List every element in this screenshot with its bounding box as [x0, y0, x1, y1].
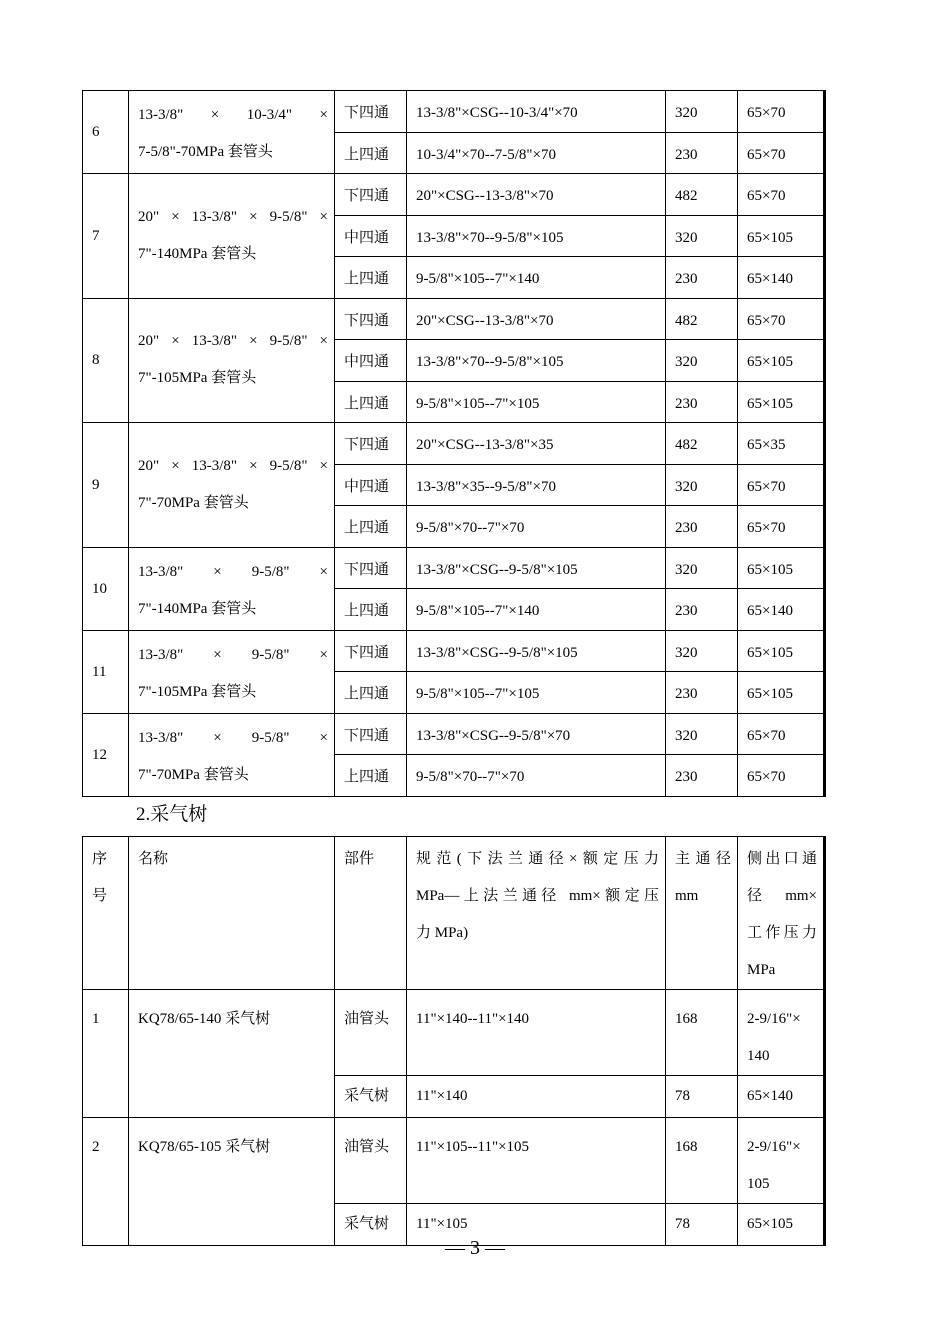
- main-bore-value: 78: [666, 1076, 738, 1118]
- component-part: 采气树: [335, 1204, 407, 1246]
- main-bore-value: 168: [666, 990, 738, 1076]
- main-bore-value: 230: [666, 257, 738, 299]
- row-number: 9: [83, 423, 129, 548]
- spec-value: 11"×105--11"×105: [407, 1118, 666, 1204]
- component-part: 上四通: [335, 257, 407, 299]
- main-bore-value: 482: [666, 298, 738, 340]
- spec-value: 13-3/8"×CSG--9-5/8"×105: [407, 547, 666, 589]
- assembly-name: 13-3/8" × 9-5/8" × 7"-70MPa 套管头: [129, 713, 335, 796]
- side-outlet-value: 2-9/16"× 140: [738, 990, 825, 1076]
- spec-value: 9-5/8"×105--7"×140: [407, 257, 666, 299]
- main-bore-value: 482: [666, 174, 738, 216]
- main-bore-value: 230: [666, 381, 738, 423]
- component-part: 下四通: [335, 630, 407, 672]
- component-part: 上四通: [335, 589, 407, 631]
- component-part: 中四通: [335, 464, 407, 506]
- side-outlet-value: 65×105: [738, 630, 825, 672]
- side-outlet-value: 65×70: [738, 132, 825, 174]
- side-outlet-value: 2-9/16"× 105: [738, 1118, 825, 1204]
- spec-value: 9-5/8"×105--7"×105: [407, 381, 666, 423]
- section-title: 2.采气树: [136, 804, 208, 825]
- table-row: [83, 713, 825, 755]
- main-bore-value: 320: [666, 547, 738, 589]
- row-number: 8: [83, 298, 129, 423]
- side-outlet-value: 65×70: [738, 298, 825, 340]
- side-outlet-value: 65×140: [738, 1076, 825, 1118]
- side-outlet-value: 65×105: [738, 1204, 825, 1246]
- side-outlet-value: 65×105: [738, 547, 825, 589]
- row-number: 12: [83, 713, 129, 796]
- side-outlet-value: 65×105: [738, 381, 825, 423]
- spec-value: 9-5/8"×105--7"×105: [407, 672, 666, 714]
- component-part: 上四通: [335, 755, 407, 797]
- component-part: 上四通: [335, 381, 407, 423]
- table-row: [83, 298, 825, 340]
- row-number: 6: [83, 91, 129, 174]
- assembly-name: KQ78/65-140 采气树: [129, 990, 335, 1118]
- spec-value: 13-3/8"×70--9-5/8"×105: [407, 215, 666, 257]
- spec-value: 9-5/8"×70--7"×70: [407, 755, 666, 797]
- header-name: 名称: [129, 837, 335, 990]
- side-outlet-value: 65×70: [738, 464, 825, 506]
- spec-value: 13-3/8"×70--9-5/8"×105: [407, 340, 666, 382]
- component-part: 下四通: [335, 547, 407, 589]
- component-part: 采气树: [335, 1076, 407, 1118]
- side-outlet-value: 65×70: [738, 755, 825, 797]
- side-outlet-value: 65×140: [738, 257, 825, 299]
- component-part: 上四通: [335, 672, 407, 714]
- component-part: 油管头: [335, 990, 407, 1076]
- side-outlet-value: 65×105: [738, 672, 825, 714]
- table-header-row: [83, 837, 825, 990]
- side-outlet-value: 65×70: [738, 713, 825, 755]
- spec-value: 10-3/4"×70--7-5/8"×70: [407, 132, 666, 174]
- assembly-name: KQ78/65-105 采气树: [129, 1118, 335, 1246]
- main-bore-value: 230: [666, 506, 738, 548]
- main-bore-value: 230: [666, 132, 738, 174]
- spec-value: 13-3/8"×35--9-5/8"×70: [407, 464, 666, 506]
- assembly-name: 20" × 13-3/8" × 9-5/8" × 7"-105MPa 套管头: [129, 298, 335, 423]
- table-row: [83, 547, 825, 589]
- component-part: 上四通: [335, 506, 407, 548]
- spec-value: 9-5/8"×70--7"×70: [407, 506, 666, 548]
- spec-value: 13-3/8"×CSG--9-5/8"×105: [407, 630, 666, 672]
- component-part: 上四通: [335, 132, 407, 174]
- header-side-outlet: 侧出口通 径 mm× 工作压力 MPa: [738, 837, 825, 990]
- main-bore-value: 168: [666, 1118, 738, 1204]
- side-outlet-value: 65×140: [738, 589, 825, 631]
- spec-value: 11"×105: [407, 1204, 666, 1246]
- component-part: 下四通: [335, 174, 407, 216]
- assembly-name: 13-3/8" × 9-5/8" × 7"-105MPa 套管头: [129, 630, 335, 713]
- main-bore-value: 78: [666, 1204, 738, 1246]
- row-number: 2: [83, 1118, 129, 1246]
- main-bore-value: 320: [666, 464, 738, 506]
- main-bore-value: 320: [666, 630, 738, 672]
- main-bore-value: 320: [666, 215, 738, 257]
- gas-tree-table: [82, 836, 826, 1246]
- component-part: 中四通: [335, 340, 407, 382]
- header-part: 部件: [335, 837, 407, 990]
- component-part: 中四通: [335, 215, 407, 257]
- header-spec: 规范(下法兰通径×额定压力 MPa—上法兰通径 mm×额定压 力 MPa): [407, 837, 666, 990]
- side-outlet-value: 65×70: [738, 174, 825, 216]
- assembly-name: 20" × 13-3/8" × 9-5/8" × 7"-70MPa 套管头: [129, 423, 335, 548]
- row-number: 7: [83, 174, 129, 299]
- spec-value: 20"×CSG--13-3/8"×70: [407, 298, 666, 340]
- spec-value: 11"×140: [407, 1076, 666, 1118]
- spec-value: 9-5/8"×105--7"×140: [407, 589, 666, 631]
- spec-value: 20"×CSG--13-3/8"×35: [407, 423, 666, 465]
- table-row: [83, 174, 825, 216]
- main-bore-value: 320: [666, 91, 738, 133]
- row-number: 10: [83, 547, 129, 630]
- table-row: [83, 990, 825, 1076]
- side-outlet-value: 65×105: [738, 215, 825, 257]
- table-row: [83, 91, 825, 133]
- side-outlet-value: 65×105: [738, 340, 825, 382]
- assembly-name: 13-3/8" × 9-5/8" × 7"-140MPa 套管头: [129, 547, 335, 630]
- spec-value: 20"×CSG--13-3/8"×70: [407, 174, 666, 216]
- spec-value: 13-3/8"×CSG--10-3/4"×70: [407, 91, 666, 133]
- row-number: 1: [83, 990, 129, 1118]
- assembly-name: 13-3/8" × 10-3/4" × 7-5/8"-70MPa 套管头: [129, 91, 335, 174]
- component-part: 下四通: [335, 423, 407, 465]
- side-outlet-value: 65×70: [738, 506, 825, 548]
- header-main-bore: 主通径 mm: [666, 837, 738, 990]
- main-bore-value: 320: [666, 340, 738, 382]
- component-part: 下四通: [335, 713, 407, 755]
- side-outlet-value: 65×35: [738, 423, 825, 465]
- spec-value: 11"×140--11"×140: [407, 990, 666, 1076]
- component-part: 油管头: [335, 1118, 407, 1204]
- main-bore-value: 230: [666, 755, 738, 797]
- page-number: — 3 —: [445, 1237, 505, 1259]
- table-row: [83, 423, 825, 465]
- main-bore-value: 320: [666, 713, 738, 755]
- main-bore-value: 230: [666, 589, 738, 631]
- main-bore-value: 230: [666, 672, 738, 714]
- component-part: 下四通: [335, 91, 407, 133]
- spec-value: 13-3/8"×CSG--9-5/8"×70: [407, 713, 666, 755]
- table-row: [83, 1118, 825, 1204]
- component-part: 下四通: [335, 298, 407, 340]
- assembly-name: 20" × 13-3/8" × 9-5/8" × 7"-140MPa 套管头: [129, 174, 335, 299]
- header-no: 序 号: [83, 837, 129, 990]
- wellhead-spool-table: [82, 90, 826, 797]
- table-row: [83, 630, 825, 672]
- main-bore-value: 482: [666, 423, 738, 465]
- row-number: 11: [83, 630, 129, 713]
- side-outlet-value: 65×70: [738, 91, 825, 133]
